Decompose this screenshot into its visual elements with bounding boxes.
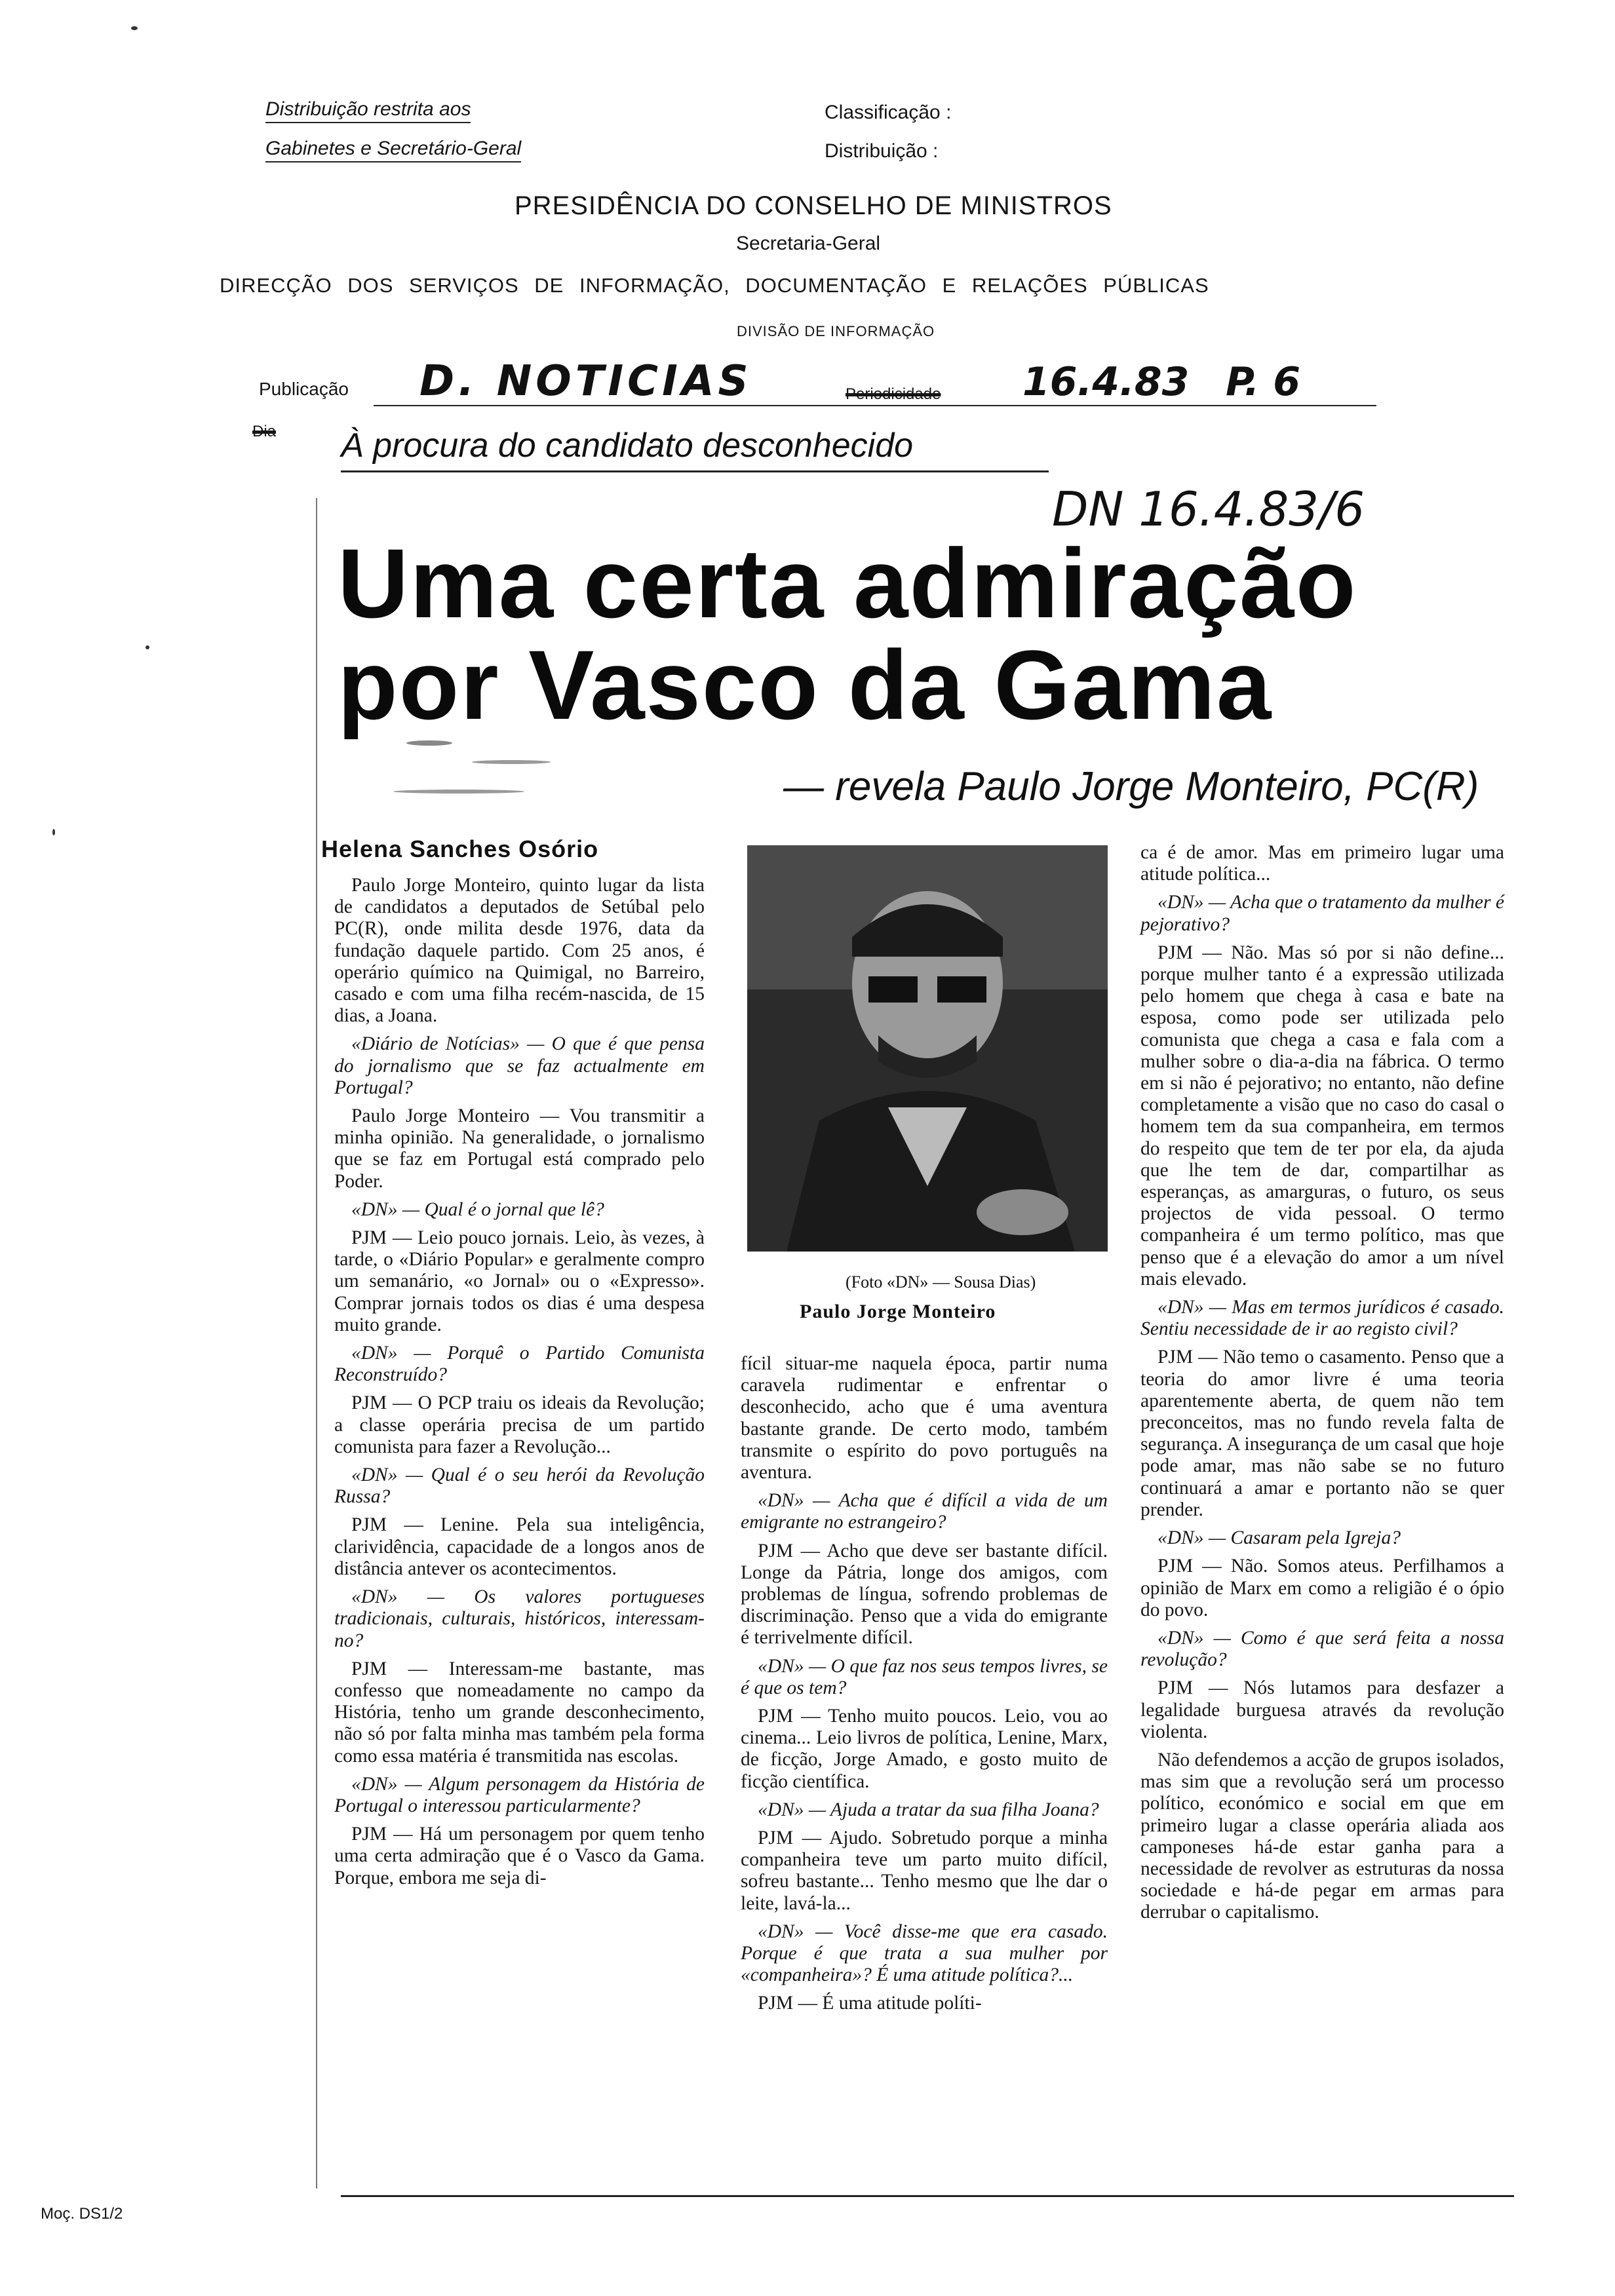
paragraph: PJM — Há um personagem por quem tenho uma certa admiração que é o Vasco da Gama. Porque, embora me seja di- xyxy=(334,1824,705,1888)
paragraph: «Diário de Notícias» — O que é que pensa do jornalismo que se faz actualmente em Portugal? xyxy=(334,1033,705,1098)
org-title: PRESIDÊNCIA DO CONSELHO DE MINISTROS xyxy=(515,191,1112,220)
paragraph: «DN» — Porquê o Partido Comunista Reconstruído? xyxy=(334,1343,705,1386)
paragraph: PJM — Lenine. Pela sua inteligência, clarividência, capacidade de a longos anos de distância antever os acontecimentos. xyxy=(334,1514,705,1579)
paragraph: ca é de amor. Mas em primeiro lugar uma atitude política... xyxy=(1140,842,1504,885)
article-column-1 xyxy=(334,875,705,1896)
direccao-servicos: DIRECÇÃO DOS SERVIÇOS DE INFORMAÇÃO, DOCUMENTAÇÃO E RELAÇÕES PÚBLICAS xyxy=(220,274,1209,297)
paragraph: PJM — Não temo o casamento. Penso que a teoria do amor livre é uma teoria aparentemente aberta, de quem não tem preconceitos, mas no fundo revela falta de segurança. A insegurança de um casal que hoje pode amar, mas não sabe se no futuro continuará a amar e portanto não se quer prender. xyxy=(1140,1347,1504,1520)
form-code: Moç. DS1/2 xyxy=(41,2205,123,2223)
kicker-underline xyxy=(341,470,1049,472)
paragraph: «DN» — Como é que será feita a nossa revolução? xyxy=(1140,1627,1504,1671)
secretaria-geral: Secretaria-Geral xyxy=(736,233,881,254)
scan-speck xyxy=(52,829,55,835)
paragraph: Paulo Jorge Monteiro, quinto lugar da lista de candidatos a deputados de Setúbal pelo PC(R), onde milita desde 1976, data da fundação daquele partido. Com 25 anos, é operário químico na Quimigal, no Barreiro, casado e com uma filha recém-nascida, de 15 dias, a Joana. xyxy=(334,875,705,1027)
distribuicao-label: Distribuição : xyxy=(825,140,939,162)
divisao-informacao: DIVISÃO DE INFORMAÇÃO xyxy=(737,323,935,339)
bottom-rule xyxy=(341,2195,1514,2197)
paragraph: Paulo Jorge Monteiro — Vou transmitir a minha opinião. Na generalidade, o jornalismo que se faz em Portugal está comprado pelo Poder. xyxy=(334,1105,705,1192)
paragraph: «DN» — Qual é o jornal que lê? xyxy=(351,1198,604,1220)
paragraph: «DN» — O que faz nos seus tempos livres, se é que os tem? xyxy=(741,1655,1108,1698)
date-handwritten: 16.4.83 xyxy=(1022,359,1190,405)
page-handwritten: P. 6 xyxy=(1226,359,1300,405)
paragraph: «DN» — Qual é o seu herói da Revolução Russa? xyxy=(334,1464,705,1508)
headline-line1: Uma certa admiração xyxy=(338,528,1357,638)
paragraph: PJM — Acho que deve ser bastante difícil. Longe da Pátria, longe dos amigos, com problemas de língua, sofrendo problemas de discriminação. Penso que a vida do emigrante é terrivelmente difícil. xyxy=(741,1540,1108,1649)
smudge-mark xyxy=(393,790,524,794)
headline-line2: por Vasco da Gama xyxy=(338,630,1273,740)
distribution-notice-line1: Distribuição restrita aos xyxy=(265,98,471,123)
paragraph: PJM — Leio pouco jornais. Leio, às vezes, à tarde, o «Diário Popular» e geralmente compro um semanário, «o Jornal» ou o «Expresso». Comprar jornais todos os dias é uma despesa muito grande. xyxy=(334,1227,705,1335)
paragraph: «DN» — Acha que o tratamento da mulher é pejorativo? xyxy=(1140,892,1504,935)
article-kicker: À procura do candidato desconhecido xyxy=(341,427,914,465)
portrait-illustration xyxy=(747,845,1108,1252)
paragraph: «DN» — Você disse-me que era casado. Porque é que trata a sua mulher por «companheira»? É uma atitude política?... xyxy=(741,1921,1108,1986)
article-byline: Helena Sanches Osório xyxy=(321,835,599,862)
paragraph: «DN» — Acha que é difícil a vida de um emigrante no estrangeiro? xyxy=(741,1490,1108,1533)
paragraph: PJM — É uma atitude políti- xyxy=(758,1993,982,2014)
paragraph: «DN» — Algum personagem da História de Portugal o interessou particularmente? xyxy=(334,1773,705,1816)
paragraph: «DN» — Mas em termos jurídicos é casado. Sentiu necessidade de ir ao registo civil? xyxy=(1140,1297,1504,1340)
portrait-photo xyxy=(747,845,1108,1252)
smudge-mark xyxy=(406,740,452,746)
archive-annotation: DN 16.4.83/6 xyxy=(1052,482,1365,537)
paragraph: PJM — Nós lutamos para desfazer a legalidade burguesa através da revolução violenta. xyxy=(1140,1677,1504,1742)
publicacao-handwritten: D. NOTICIAS xyxy=(419,357,752,406)
photo-caption: Paulo Jorge Monteiro xyxy=(800,1301,996,1322)
periodicidade-label-struck: Periodicidade xyxy=(846,385,941,403)
paragraph: PJM — Ajudo. Sobretudo porque a minha companheira teve um parto muito difícil, sofreu bastante... Tenho mesmo que lhe dar o leite, lavá-la... xyxy=(741,1827,1108,1914)
paragraph: PJM — Interessam-me bastante, mas confesso que nomeadamente no campo da História, tenho um grande desconhecimento, não só por falta minha mas também pela forma como essa matéria é transmitida nas escolas. xyxy=(334,1658,705,1767)
paragraph: «DN» — Ajuda a tratar da sua filha Joana? xyxy=(758,1799,1099,1820)
paragraph: «DN» — Casaram pela Igreja? xyxy=(1158,1527,1401,1549)
paragraph: Não defendemos a acção de grupos isolados, mas sim que a revolução será um processo político, económico e social em que em primeiro lugar a classe operária aliada aos camponeses há-de estar ganha para a necessidade de revolver as estruturas da nossa sociedade e há-de pegar em armas para derrubar o capitalismo. xyxy=(1140,1749,1504,1923)
scan-speck xyxy=(131,26,138,30)
paragraph: PJM — Tenho muito poucos. Leio, vou ao cinema... Leio livros de política, Lenine, Marx, de ficção, Jorge Amado, e gosto muito de ficção científica. xyxy=(741,1706,1108,1792)
paragraph: PJM — Não. Somos ateus. Perfilhamos a opinião de Marx em como a religião é o ópio do povo. xyxy=(1140,1556,1504,1620)
clipping-left-border xyxy=(316,498,317,2189)
article-column-3 xyxy=(1140,842,1504,1930)
dia-label-struck: Dia xyxy=(252,423,277,440)
article-column-2 xyxy=(741,1353,1108,2021)
publicacao-label: Publicação xyxy=(259,379,349,399)
paragraph: PJM — Não. Mas só por si não define... porque mulher tanto é a expressão utilizada pelo homem que chega à casa e bate na esposa, como pode ser utilizada pelo comunista que chega a casa e fala com a mulher sobre o dia-a-dia na fábrica. O termo em si não é pejorativo; no entanto, não define completamente a visão que no caso do casal o homem tem da sua companheira, em termos do respeito que tem de ter por ela, da ajuda que lhe tem de dar, compartilhar as esperanças, as amarguras, o futuro, os seus projectos de vida pessoal. O termo companheira é um termo político, mas que penso que é a elevação do amor a um nível mais elevado. xyxy=(1140,942,1504,1290)
paragraph: fícil situar-me naquela época, partir numa caravela rudimentar e enfrentar o desconhecido, acho que é uma aventura bastante grande. De certo modo, também transmite o espírito do povo português na aventura. xyxy=(741,1353,1108,1483)
classificacao-label: Classificação : xyxy=(825,102,952,123)
scan-speck xyxy=(146,645,149,649)
paragraph: PJM — O PCP traiu os ideais da Revolução; a classe operária precisa de um partido comunista para fazer a Revolução... xyxy=(334,1392,705,1457)
distribution-notice-line2: Gabinetes e Secretário-Geral xyxy=(265,138,521,163)
photo-credit: (Foto «DN» — Sousa Dias) xyxy=(846,1272,1036,1292)
article-subhead: — revela Paulo Jorge Monteiro, PC(R) xyxy=(783,764,1479,809)
smudge-mark xyxy=(472,760,551,764)
paragraph: «DN» — Os valores portugueses tradicionais, culturais, históricos, interessam-no? xyxy=(334,1586,705,1651)
